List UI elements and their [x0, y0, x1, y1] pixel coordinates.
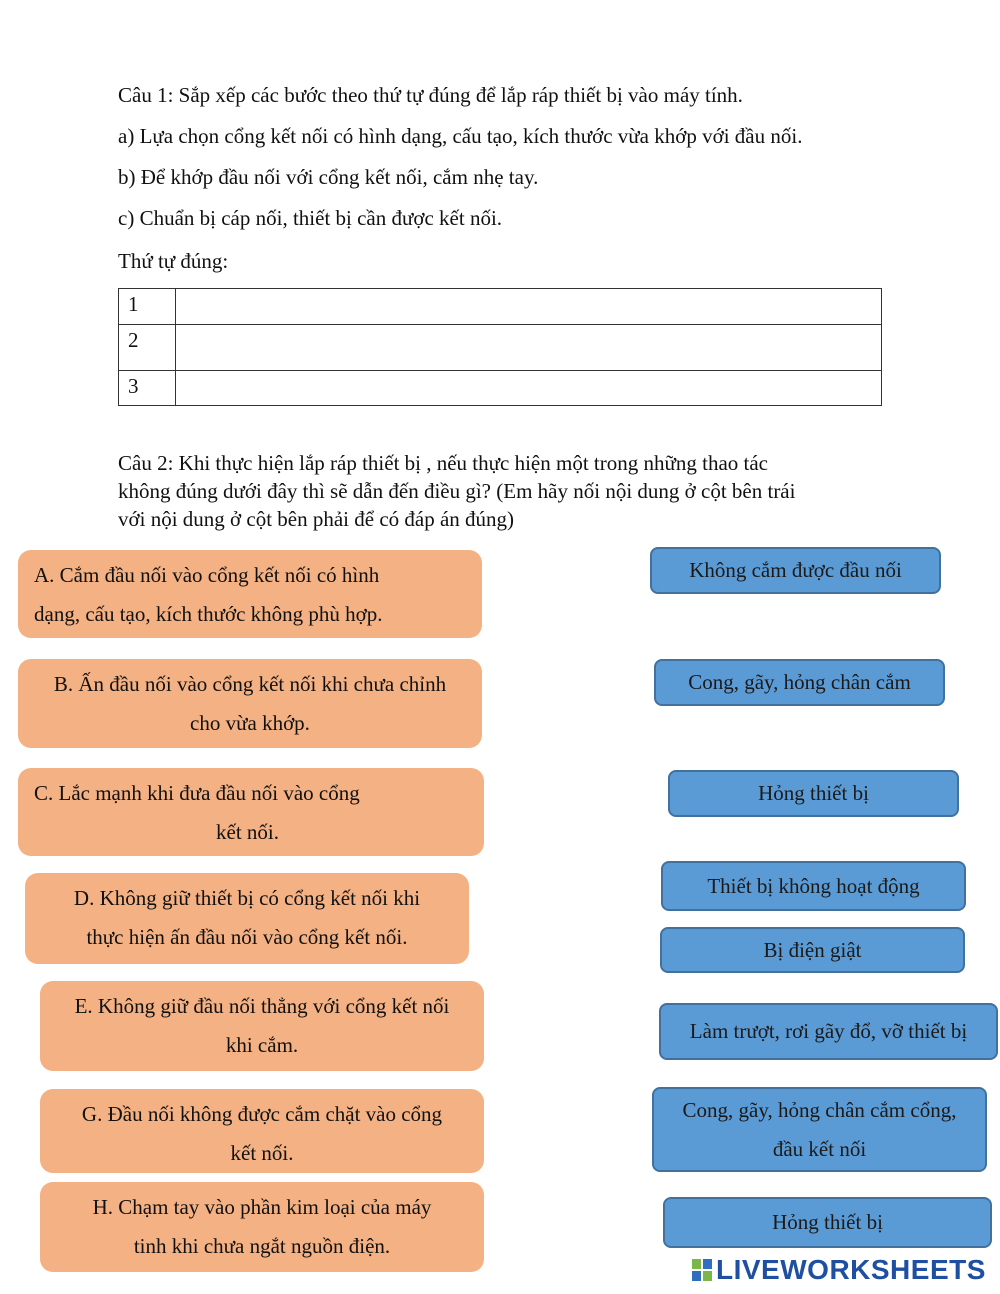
- liveworksheets-logo: [692, 1255, 986, 1285]
- order-table: [118, 288, 882, 406]
- order-answer-field[interactable]: [176, 325, 882, 371]
- match-right-item-5[interactable]: [660, 927, 965, 973]
- match-left-text: G. Đầu nối không được cắm chặt vào cổng: [81, 1102, 443, 1126]
- match-left-text: dạng, cấu tạo, kích thước không phù hợp.: [34, 602, 383, 626]
- match-left-text: kết nối.: [230, 1141, 294, 1165]
- order-label: Thứ tự đúng:: [118, 249, 229, 273]
- match-left-item-c[interactable]: [18, 768, 484, 856]
- liveworksheets-logo-icon: [692, 1259, 712, 1281]
- logo-text: LIVEWORKSHEETS: [716, 1254, 986, 1285]
- question1-step-a: a) Lựa chọn cổng kết nối có hình dạng, cấu tạo, kích thước vừa khớp với đầu nối.: [118, 124, 803, 148]
- match-left-text: tinh khi chưa ngắt nguồn điện.: [133, 1234, 391, 1258]
- order-number: 2: [119, 325, 176, 371]
- match-left-text: H. Chạm tay vào phần kim loại của máy: [92, 1195, 432, 1219]
- order-number: 3: [119, 371, 176, 406]
- match-right-text: Thiết bị không hoạt động: [707, 873, 920, 898]
- question2-prompt-line: với nội dung ở cột bên phải để có đáp án đúng): [118, 507, 515, 531]
- match-right-text: Làm trượt, rơi gãy đổ, vỡ thiết bị: [689, 1019, 968, 1043]
- match-right-text: Bị điện giật: [763, 937, 862, 962]
- match-left-text: A. Cắm đầu nối vào cổng kết nối có hình: [34, 563, 380, 587]
- match-right-text: Cong, gãy, hỏng chân cắm: [688, 670, 911, 694]
- match-left-item-d[interactable]: [25, 873, 469, 964]
- question2-prompt: [118, 449, 878, 533]
- order-row: [119, 289, 882, 325]
- order-number: 1: [119, 289, 176, 325]
- match-left-text: B. Ấn đầu nối vào cổng kết nối khi chưa chỉnh: [53, 672, 447, 696]
- match-left-text: C. Lắc mạnh khi đưa đầu nối vào cổng: [34, 781, 360, 805]
- match-left-text: khi cắm.: [225, 1033, 299, 1057]
- match-right-text: Cong, gãy, hỏng chân cắm cổng,: [682, 1097, 957, 1122]
- match-right-item-4[interactable]: [661, 861, 966, 911]
- match-right-text: đầu kết nối: [772, 1136, 867, 1161]
- match-left-item-b[interactable]: [18, 659, 482, 748]
- match-right-item-8[interactable]: [663, 1197, 992, 1248]
- match-left-item-h[interactable]: [40, 1182, 484, 1272]
- match-right-text: Hỏng thiết bị: [758, 781, 869, 805]
- match-left-text: kết nối.: [216, 820, 279, 844]
- order-answer-field[interactable]: [176, 371, 882, 406]
- order-row: [119, 325, 882, 371]
- match-left-text: thực hiện ấn đầu nối vào cổng kết nối.: [86, 925, 408, 949]
- question1-step-b: b) Để khớp đầu nối với cổng kết nối, cắm nhẹ tay.: [118, 165, 539, 189]
- match-right-item-2[interactable]: [654, 659, 945, 706]
- match-left-text: cho vừa khớp.: [190, 711, 310, 735]
- match-left-item-a[interactable]: [18, 550, 482, 638]
- match-right-item-1[interactable]: [650, 547, 941, 594]
- match-right-text: Không cắm được đầu nối: [689, 558, 902, 582]
- match-right-item-3[interactable]: [668, 770, 959, 817]
- question1-prompt: Câu 1: Sắp xếp các bước theo thứ tự đúng để lắp ráp thiết bị vào máy tính.: [118, 83, 743, 107]
- question1-step-c: c) Chuẩn bị cáp nối, thiết bị cần được kết nối.: [118, 206, 503, 230]
- match-left-item-e[interactable]: [40, 981, 484, 1071]
- match-left-text: D. Không giữ thiết bị có cổng kết nối khi: [73, 886, 421, 910]
- question2-prompt-line: Câu 2: Khi thực hiện lắp ráp thiết bị , nếu thực hiện một trong những thao tác: [118, 451, 769, 475]
- match-right-item-6[interactable]: [659, 1003, 998, 1060]
- match-left-text: E. Không giữ đầu nối thẳng với cổng kết nối: [74, 994, 450, 1018]
- match-left-item-g[interactable]: [40, 1089, 484, 1173]
- order-row: [119, 371, 882, 406]
- order-answer-field[interactable]: [176, 289, 882, 325]
- match-right-text: Hỏng thiết bị: [772, 1210, 883, 1234]
- match-right-item-7[interactable]: [652, 1087, 987, 1172]
- question2-prompt-line: không đúng dưới đây thì sẽ dẫn đến điều gì? (Em hãy nối nội dung ở cột bên trái: [118, 479, 796, 503]
